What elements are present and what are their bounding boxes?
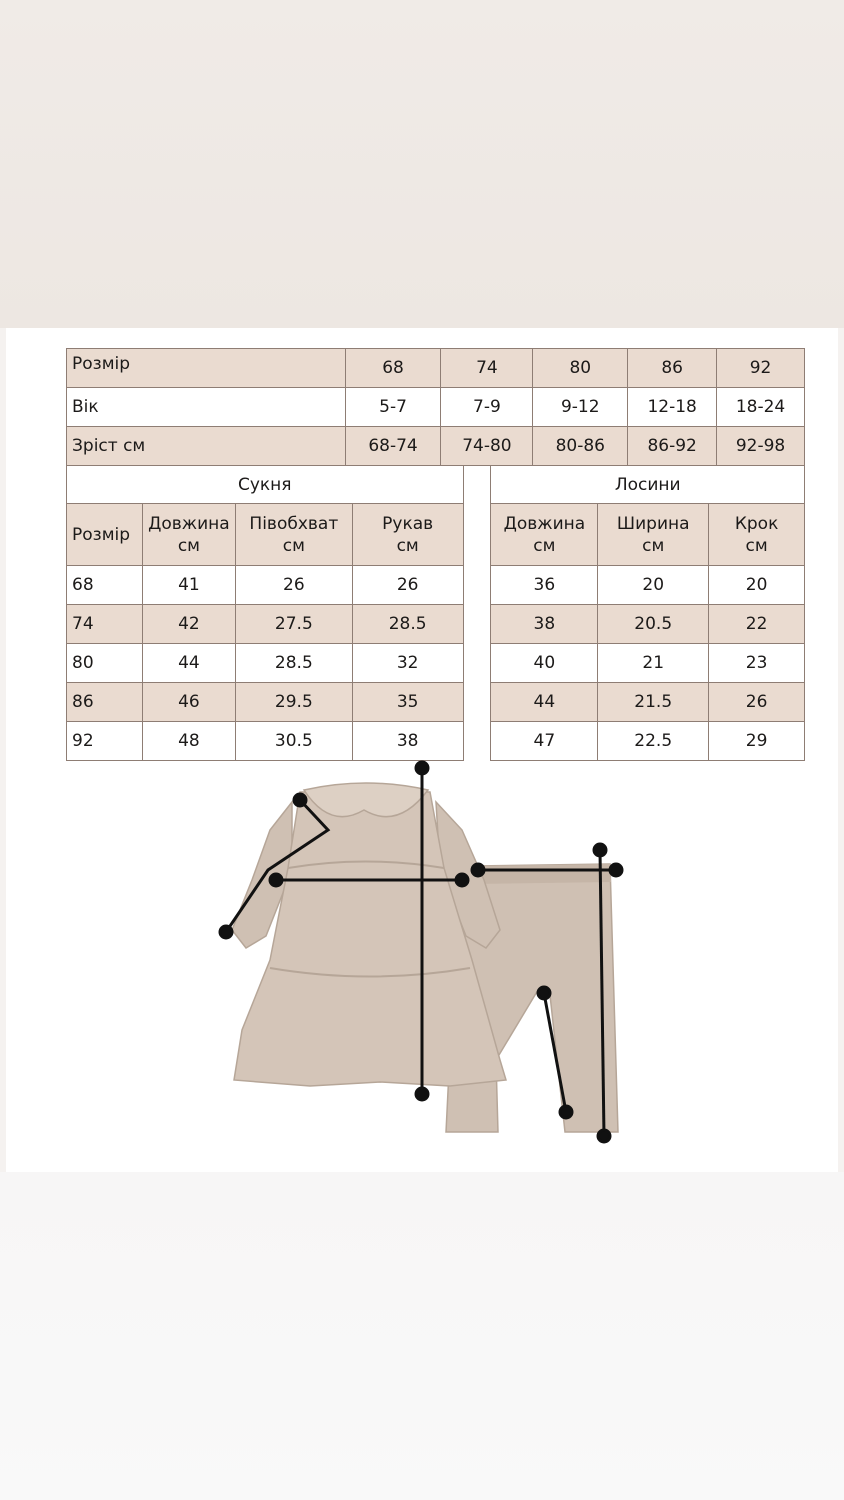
cell-dress-sleeve: 32	[352, 644, 463, 683]
table-gap	[463, 683, 491, 722]
cell-dress-sleeve: 35	[352, 683, 463, 722]
cell-leggings-length: 44	[491, 683, 598, 722]
table-row	[67, 644, 805, 683]
col-leggings-step: Крок см	[709, 504, 805, 566]
dress-title: Сукня	[67, 466, 464, 504]
cell-dress-length: 41	[142, 566, 235, 605]
height-value: 80-86	[533, 427, 628, 466]
size-value: 86	[628, 349, 717, 388]
col-leggings-length: Довжина см	[491, 504, 598, 566]
col-size: Розмір	[67, 504, 143, 566]
guide-dot	[594, 844, 606, 856]
age-row	[67, 388, 805, 427]
guide-dot	[472, 864, 484, 876]
size-row	[67, 349, 805, 388]
cell-leggings-length: 38	[491, 605, 598, 644]
guide-dot	[416, 762, 428, 774]
guide-dot	[456, 874, 468, 886]
height-value: 92-98	[717, 427, 805, 466]
cell-dress-sleeve: 26	[352, 566, 463, 605]
leggings-title: Лосини	[491, 466, 805, 504]
col-dress-length: Довжина см	[142, 504, 235, 566]
col-dress-halfchest: Півобхват см	[235, 504, 352, 566]
table-gap	[463, 605, 491, 644]
cell-size: 80	[67, 644, 143, 683]
table-row	[67, 566, 805, 605]
cell-size: 74	[67, 605, 143, 644]
height-value: 74-80	[441, 427, 533, 466]
guide-dot	[538, 987, 550, 999]
cell-dress-halfchest: 26	[235, 566, 352, 605]
guide-dot	[598, 1130, 610, 1142]
col-dress-sleeve: Рукав см	[352, 504, 463, 566]
age-value: 5-7	[345, 388, 441, 427]
height-label: Зріст см	[67, 427, 346, 466]
cell-dress-halfchest: 28.5	[235, 644, 352, 683]
cell-leggings-step: 29	[709, 722, 805, 761]
cell-dress-halfchest: 30.5	[235, 722, 352, 761]
cell-leggings-step: 26	[709, 683, 805, 722]
cell-dress-sleeve: 28.5	[352, 605, 463, 644]
height-value: 86-92	[628, 427, 717, 466]
age-value: 7-9	[441, 388, 533, 427]
column-header-row	[67, 504, 805, 566]
cell-dress-length: 46	[142, 683, 235, 722]
age-value: 18-24	[717, 388, 805, 427]
size-value: 80	[533, 349, 628, 388]
age-label: Вік	[67, 388, 346, 427]
guide-dot	[610, 864, 622, 876]
guide-dot	[294, 794, 306, 806]
guide-dot	[220, 926, 232, 938]
garment-measurement-illustration	[200, 760, 640, 1150]
cell-leggings-step: 20	[709, 566, 805, 605]
size-value: 74	[441, 349, 533, 388]
col-leggings-width: Ширина см	[598, 504, 709, 566]
bottom-background	[0, 1172, 844, 1500]
cell-dress-halfchest: 29.5	[235, 683, 352, 722]
measurements-table	[66, 465, 805, 761]
cell-leggings-length: 36	[491, 566, 598, 605]
guide-dot	[270, 874, 282, 886]
cell-dress-length: 42	[142, 605, 235, 644]
cell-size: 86	[67, 683, 143, 722]
cell-leggings-step: 23	[709, 644, 805, 683]
cell-leggings-length: 47	[491, 722, 598, 761]
size-value: 68	[345, 349, 441, 388]
cell-dress-sleeve: 38	[352, 722, 463, 761]
section-title-row	[67, 466, 805, 504]
table-row	[67, 605, 805, 644]
guide-dot	[560, 1106, 572, 1118]
cell-leggings-step: 22	[709, 605, 805, 644]
height-row	[67, 427, 805, 466]
cell-dress-length: 44	[142, 644, 235, 683]
cell-leggings-width: 20.5	[598, 605, 709, 644]
table-gap	[463, 504, 491, 566]
top-background	[0, 0, 844, 328]
table-gap	[463, 644, 491, 683]
height-value: 68-74	[345, 427, 441, 466]
guide-dot	[416, 1088, 428, 1100]
cell-leggings-width: 21.5	[598, 683, 709, 722]
age-value: 12-18	[628, 388, 717, 427]
table-gap	[463, 466, 491, 504]
size-value: 92	[717, 349, 805, 388]
age-value: 9-12	[533, 388, 628, 427]
cell-size: 92	[67, 722, 143, 761]
table-row	[67, 722, 805, 761]
size-age-height-table	[66, 348, 805, 466]
cell-leggings-width: 20	[598, 566, 709, 605]
table-row	[67, 683, 805, 722]
dress-illustration	[232, 783, 506, 1086]
cell-dress-length: 48	[142, 722, 235, 761]
size-label: Розмір	[67, 349, 346, 388]
cell-leggings-width: 22.5	[598, 722, 709, 761]
cell-leggings-width: 21	[598, 644, 709, 683]
table-gap	[463, 722, 491, 761]
table-gap	[463, 566, 491, 605]
cell-size: 68	[67, 566, 143, 605]
leggings-waistband	[471, 864, 611, 884]
cell-dress-halfchest: 27.5	[235, 605, 352, 644]
cell-leggings-length: 40	[491, 644, 598, 683]
